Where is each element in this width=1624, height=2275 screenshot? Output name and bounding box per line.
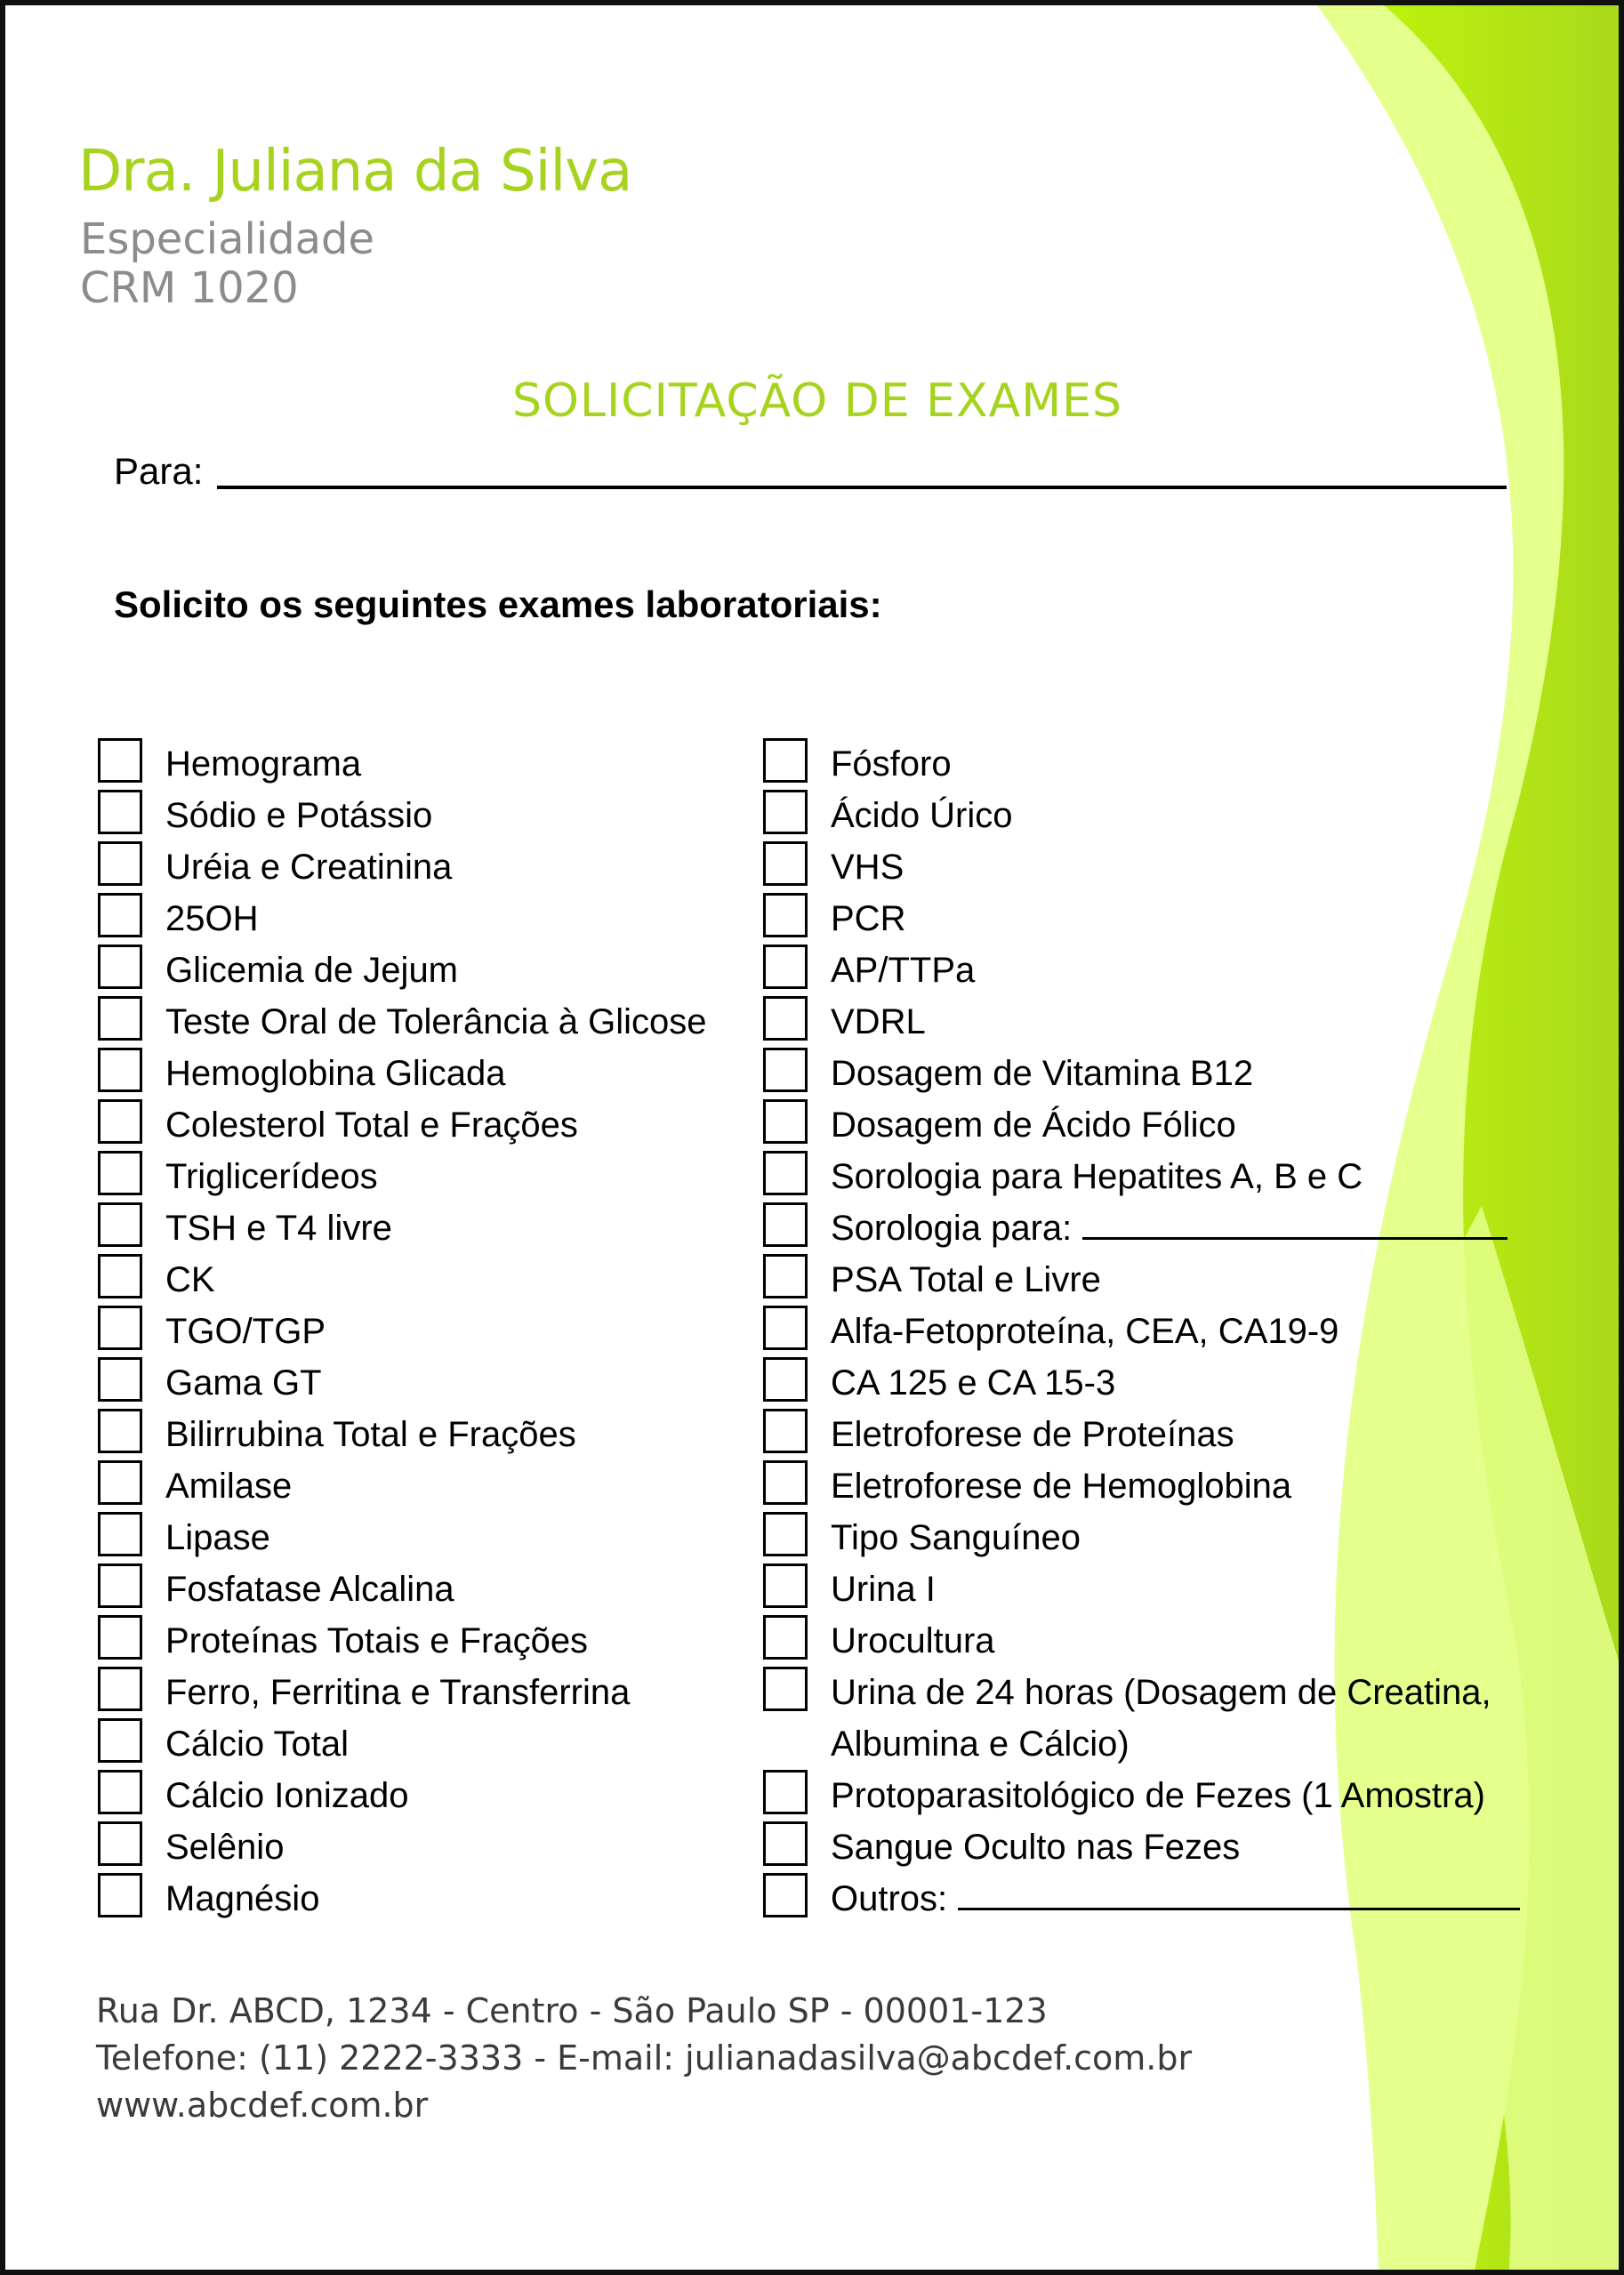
exam-checkbox[interactable] [763,738,808,783]
exam-checkbox[interactable] [763,1357,808,1402]
footer-address: Rua Dr. ABCD, 1234 - Centro - São Paulo SP - 00001-123 [96,1991,1048,2030]
exam-checkbox[interactable] [98,893,142,937]
exam-label [831,1873,1520,1925]
para-label: Para: [114,450,204,492]
exam-label: TGO/TGP [165,1312,326,1351]
exam-label: Protoparasitológico de Fezes (1 Amostra) [831,1776,1485,1815]
exam-checkbox[interactable] [763,1151,808,1195]
exam-checkbox[interactable] [98,1460,142,1505]
exam-label: Sódio e Potássio [165,796,433,835]
exam-checkbox[interactable] [763,1048,808,1092]
exam-checkbox[interactable] [98,996,142,1041]
exam-checkbox[interactable] [763,1460,808,1505]
exam-label-line-2: Albumina e Cálcio) [831,1724,1130,1764]
exam-label: PCR [831,899,906,938]
exam-label: CA 125 e CA 15-3 [831,1363,1116,1403]
exam-label: Ácido Úrico [831,796,1013,835]
exam-checkbox[interactable] [763,1770,808,1814]
sorologia-para-text: Sorologia para: [831,1209,1073,1248]
exam-label: Proteínas Totais e Frações [165,1621,589,1660]
exam-label: CK [165,1260,215,1299]
exam-label: Tipo Sanguíneo [831,1518,1081,1557]
exam-label: Cálcio Ionizado [165,1776,409,1815]
exam-checkbox[interactable] [763,1202,808,1247]
exam-checkbox[interactable] [98,1770,142,1814]
exam-checkbox[interactable] [98,1099,142,1144]
exam-checkbox[interactable] [763,1306,808,1350]
exam-label: Bilirrubina Total e Frações [165,1415,576,1454]
form-title: SOLICITAÇÃO DE EXAMES [512,374,1122,428]
exam-label: Eletroforese de Proteínas [831,1415,1234,1454]
exam-label: Triglicerídeos [165,1157,378,1196]
doctor-specialty: Especialidade [80,214,375,264]
exam-label: Uréia e Creatinina [165,848,453,887]
exam-label [831,1667,1491,1770]
exam-checkbox[interactable] [763,1615,808,1660]
exam-label: Magnésio [165,1879,320,1918]
exam-label: Urina I [831,1570,936,1609]
exam-checkbox[interactable] [98,1564,142,1608]
exam-label: Lipase [165,1518,270,1557]
exam-checkbox[interactable] [763,1821,808,1866]
exam-label-line-1: Urina de 24 horas (Dosagem de Creatina, [831,1673,1491,1712]
doctor-name: Dra. Juliana da Silva [78,139,632,205]
sorologia-blank-line[interactable] [1082,1236,1507,1240]
para-recipient-line[interactable] [217,486,1507,489]
exam-label: Hemograma [165,744,362,784]
exam-label: Glicemia de Jejum [165,951,459,990]
exam-checkbox[interactable] [98,1306,142,1350]
exam-checkbox[interactable] [98,1873,142,1917]
exam-checkbox[interactable] [98,1667,142,1711]
exam-checkbox[interactable] [98,1151,142,1195]
exam-checkbox[interactable] [98,1254,142,1298]
exam-label: Gama GT [165,1363,322,1403]
exam-checkbox[interactable] [98,1718,142,1763]
exam-label [831,1202,1507,1254]
exam-label: Amilase [165,1467,293,1506]
exam-checkbox[interactable] [763,1873,808,1917]
exam-label: AP/TTPa [831,951,976,990]
exam-label: Eletroforese de Hemoglobina [831,1467,1292,1506]
outros-blank-line[interactable] [958,1907,1520,1910]
exam-checkbox[interactable] [98,1048,142,1092]
exam-label: Dosagem de Vitamina B12 [831,1054,1254,1093]
footer-website: www.abcdef.com.br [96,2086,429,2125]
exam-checkbox[interactable] [98,945,142,989]
exam-checkbox[interactable] [763,1254,808,1298]
exam-label: Alfa-Fetoproteína, CEA, CA19-9 [831,1312,1339,1351]
exam-checkbox[interactable] [98,738,142,783]
exam-label: 25OH [165,899,259,938]
exam-label: Fosfatase Alcalina [165,1570,454,1609]
exam-checkbox[interactable] [763,893,808,937]
exam-checkbox[interactable] [98,1409,142,1453]
exam-label: PSA Total e Livre [831,1260,1101,1299]
exam-checkbox[interactable] [763,790,808,834]
exam-label: Selênio [165,1828,285,1867]
exam-label: Urocultura [831,1621,995,1660]
exam-checkbox[interactable] [763,841,808,886]
exam-checkbox[interactable] [98,790,142,834]
exam-checkbox[interactable] [98,1202,142,1247]
exam-label: Cálcio Total [165,1724,350,1764]
exam-label: VDRL [831,1002,926,1041]
exam-checkbox[interactable] [98,1357,142,1402]
exam-checkbox[interactable] [763,996,808,1041]
exam-label: Hemoglobina Glicada [165,1054,506,1093]
exam-label: Sangue Oculto nas Fezes [831,1828,1241,1867]
exam-label: Teste Oral de Tolerância à Glicose [165,1002,707,1041]
exam-checkbox[interactable] [763,1409,808,1453]
exam-label: Sorologia para Hepatites A, B e C [831,1157,1363,1196]
exam-label: Colesterol Total e Frações [165,1105,578,1145]
exam-checkbox[interactable] [763,1099,808,1144]
exam-checkbox[interactable] [98,841,142,886]
exam-label: Fósforo [831,744,952,784]
exam-label: Ferro, Ferritina e Transferrina [165,1673,631,1712]
footer-contact: Telefone: (11) 2222-3333 - E-mail: julianadasilva@abcdef.com.br [96,2038,1193,2078]
doctor-crm: CRM 1020 [80,263,299,313]
exam-label: VHS [831,848,904,887]
exam-checkbox[interactable] [763,1667,808,1711]
exam-checkbox[interactable] [763,1512,808,1556]
exam-checkbox[interactable] [763,1564,808,1608]
exam-label: Dosagem de Ácido Fólico [831,1105,1236,1145]
exam-checkbox[interactable] [98,1512,142,1556]
exam-label: TSH e T4 livre [165,1209,392,1248]
exam-checkbox[interactable] [98,1821,142,1866]
outros-text: Outros: [831,1879,948,1918]
exam-checkbox[interactable] [763,945,808,989]
exam-checkbox[interactable] [98,1615,142,1660]
intro-text: Solicito os seguintes exames laboratoriais: [114,583,882,625]
